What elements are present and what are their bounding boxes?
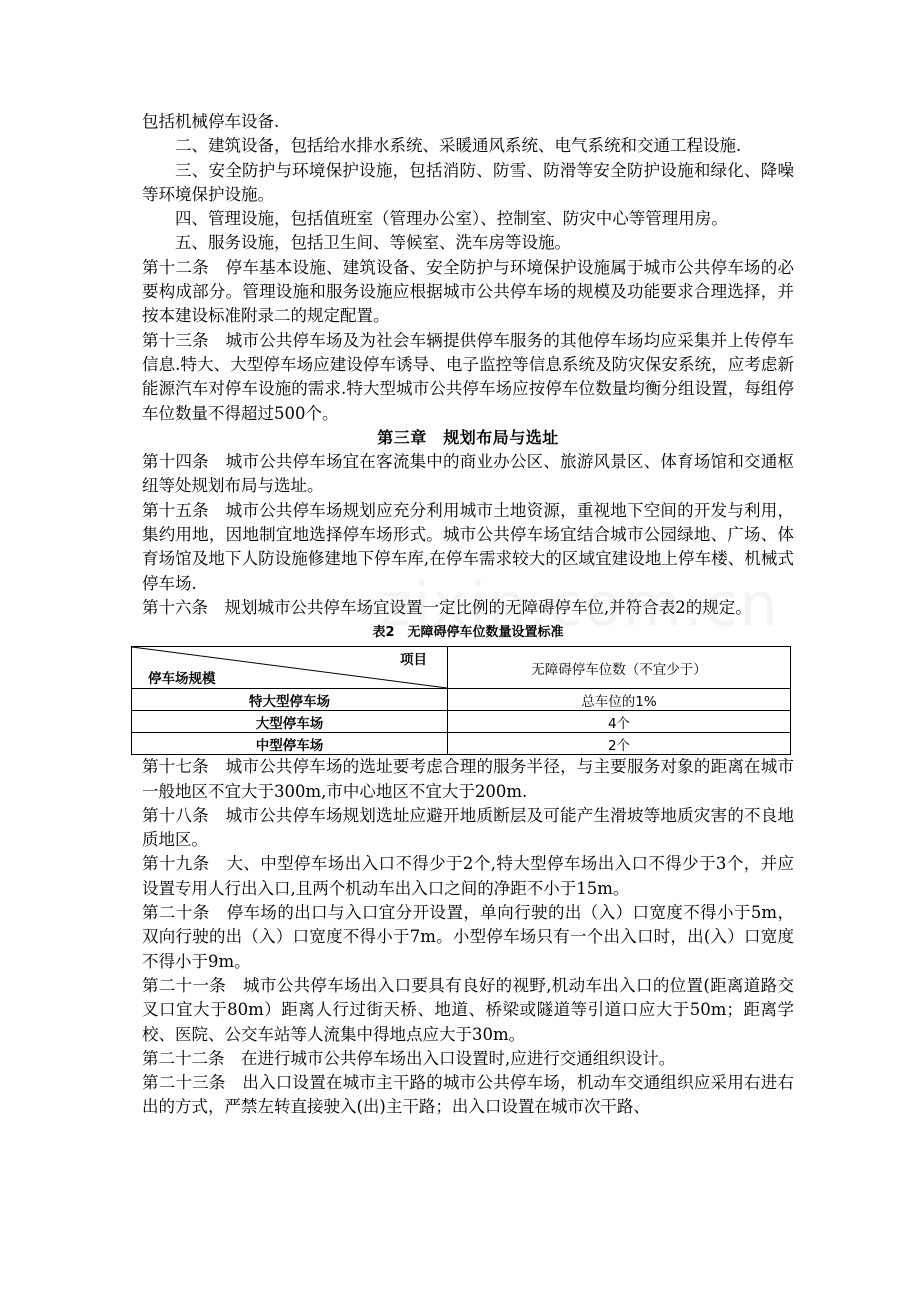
paragraph-group-mid [142, 450, 794, 620]
paragraph: 第二十二条 在进行城市公共停车场出入口设置时,应进行交通组织设计。 [142, 1048, 676, 1068]
paragraph-group-bottom [142, 755, 794, 1119]
table-cell-scale: 中型停车场 [132, 733, 448, 755]
paragraph: 二、建筑设备，包括给水排水系统、采暖通风系统、电气系统和交通工程设施. [175, 136, 742, 156]
table-cell-scale: 大型停车场 [132, 711, 448, 733]
header-item-label: 项目 [400, 652, 427, 669]
chapter-title: 第三章 规划布局与选址 [377, 427, 559, 447]
paragraph: 五、服务设施，包括卫生间、等候室、洗车房等设施。 [175, 233, 571, 253]
paragraph: 第十九条 大、中型停车场出入口不得少于2个,特大型停车场出入口不得少于3个，并应设置专用人行出入口,且两个机动车出入口之间的净距不小于15m。 [142, 854, 794, 898]
paragraph: 第二十三条 出入口设置在城市主干路的城市公共停车场，机动车交通组织应采用右进右出的方式，严禁左转直接驶入(出)主干路；出入口设置在城市次干路、 [142, 1073, 794, 1117]
document-page [142, 110, 794, 1120]
table-header-row [132, 647, 791, 689]
table-cell-value: 4个 [448, 711, 791, 733]
accessible-parking-table [131, 646, 791, 755]
table-row [132, 711, 791, 733]
table-cell-value: 2个 [448, 733, 791, 755]
table-row [132, 733, 791, 755]
paragraph-group-top [142, 110, 794, 426]
header-count-label: 无障碍停车位数（不宜少于） [448, 647, 791, 689]
paragraph: 第十五条 城市公共停车场规划应充分利用城市土地资源，重视地下空间的开发与利用，集约用地，因地制宜地选择停车场形式。城市公共停车场宜结合城市公园绿地、广场、体育场馆及地下人防设施修建地下停车库,在停车需求较大的区域宜建设地上停车楼、机械式停车场. [142, 500, 794, 593]
paragraph: 包括机械停车设备. [142, 112, 280, 131]
header-scale-label: 停车场规模 [148, 671, 216, 688]
paragraph: 三、安全防护与环境保护设施，包括消防、防雪、防滑等安全防护设施和绿化、降噪等环境保护设施。 [142, 160, 794, 204]
paragraph: 四、管理设施，包括值班室（管理办公室）、控制室、防灾中心等管理用房。 [175, 209, 728, 229]
table-cell-scale: 特大型停车场 [132, 689, 448, 711]
paragraph: 第二十一条 城市公共停车场出入口要具有良好的视野,机动车出入口的位置(距离道路交叉口宜大于80m）距离人行过街天桥、地道、桥梁或隧道等引道口应大于50m；距离学校、医院、公交车站等人流集中得地点应大于30m。 [142, 975, 794, 1044]
paragraph: 第十三条 城市公共停车场及为社会车辆提供停车服务的其他停车场均应采集并上传停车信息.特大、大型停车场应建设停车诱导、电子监控等信息系统及防灾保安系统，应考虑新能源汽车对停车设施的需求.特大型城市公共停车场应按停车位数量均衡分组设置，每组停车位数量不得超过500个。 [142, 330, 794, 423]
table-caption: 表2 无障碍停车位数量设置标准 [372, 625, 564, 641]
paragraph: 第十二条 停车基本设施、建筑设备、安全防护与环境保护设施属于城市公共停车场的必要构成部分。管理设施和服务设施应根据城市公共停车场的规模及功能要求合理选择，并按本建设标准附录二的规定配置。 [142, 257, 794, 326]
table-row [132, 689, 791, 711]
table-cell-value: 总车位的1% [448, 689, 791, 711]
paragraph: 第十四条 城市公共停车场宜在客流集中的商业办公区、旅游风景区、体育场馆和交通枢纽等处规划布局与选址。 [142, 452, 794, 496]
paragraph: 第二十条 停车场的出口与入口宜分开设置，单向行驶的出（入）口宽度不得小于5m，双向行驶的出（入）口宽度不得小于7m。小型停车场只有一个出入口时，出(入）口宽度不得小于9m。 [142, 903, 794, 971]
paragraph: 第十六条 规划城市公共停车场宜设置一定比例的无障碍停车位,并符合表2的规定。 [142, 597, 752, 617]
paragraph: 第十八条 城市公共停车场规划选址应避开地质断层及可能产生滑坡等地质灾害的不良地质地区。 [142, 805, 794, 850]
diagonal-header-cell [132, 647, 448, 689]
paragraph: 第十七条 城市公共停车场的选址要考虑合理的服务半径，与主要服务对象的距离在城市一般地区不宜大于300m,市中心地区不宜大于200m. [142, 757, 794, 801]
